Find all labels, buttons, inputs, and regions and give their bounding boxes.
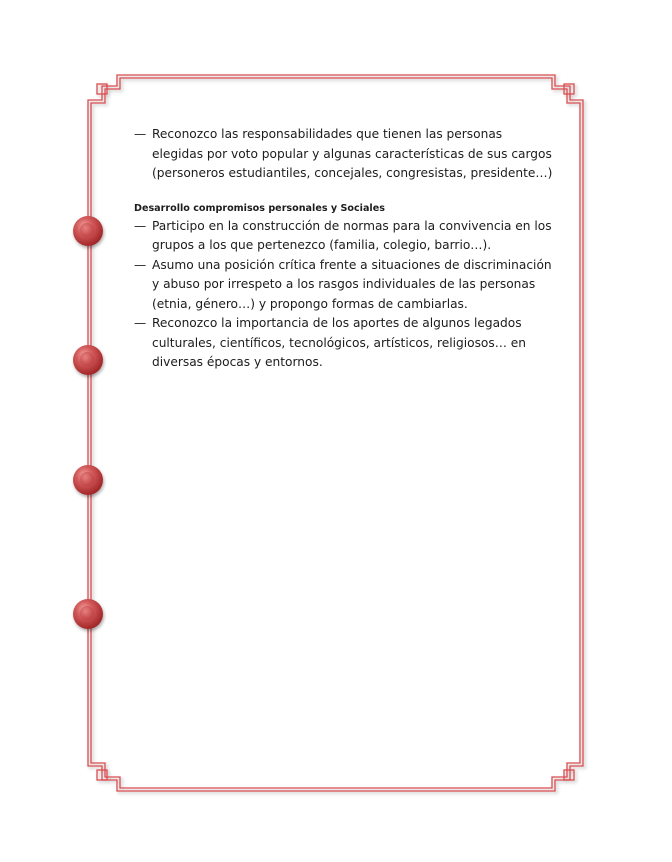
- list-item: [134, 314, 554, 373]
- dash-bullet: —: [134, 218, 147, 233]
- dash-bullet: —: [134, 127, 147, 141]
- list-item-text: Asumo una posición crítica frente a situaciones de discriminación y abuso por irrespeto a los rasgos individuales de las personas (etnia, género…) y propongo formas de cambiarlas.: [152, 257, 552, 311]
- binder-ring-3: [73, 465, 103, 495]
- page-content: [134, 125, 554, 373]
- dash-bullet: —: [134, 316, 147, 330]
- list-item: [134, 125, 554, 184]
- binder-ring-1: [73, 216, 103, 246]
- binder-ring-2: [73, 345, 103, 375]
- binder-ring-4: [73, 599, 103, 629]
- list-item: [134, 256, 554, 315]
- list-item-text: Reconozco las responsabilidades que tienen las personas elegidas por voto popular y algunas características de sus cargos (personeros estudiantiles, concejales, congresistas, presidente…): [152, 127, 553, 180]
- section-heading: Desarrollo compromisos personales y Sociales: [134, 202, 385, 214]
- list-item: [134, 217, 554, 256]
- dash-bullet: —: [134, 257, 147, 272]
- list-item-text: Participo en la construcción de normas para la convivencia en los grupos a los que pertenezco (familia, colegio, barrio…).: [152, 218, 552, 252]
- list-item-text: Reconozco la importancia de los aportes de algunos legados culturales, científicos, tecnológicos, artísticos, religiosos… en diversas épocas y entornos.: [152, 316, 527, 369]
